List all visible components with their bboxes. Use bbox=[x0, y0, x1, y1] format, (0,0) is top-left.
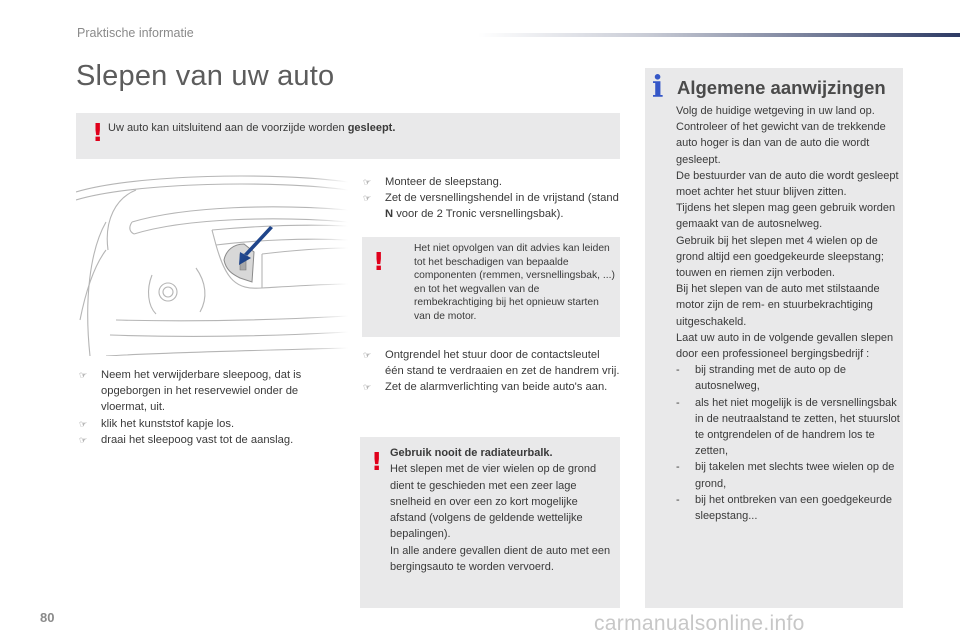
hand-pointer-icon: ☞ bbox=[79, 370, 88, 380]
dash-marker: - bbox=[676, 364, 680, 377]
bottom-warning-box bbox=[360, 437, 620, 608]
page-title: Slepen van uw auto bbox=[76, 60, 335, 92]
bottom-warning-para: Het slepen met de vier wielen op de grond dient te geschieden met een zeer lage snelheid en over een zo kort mogelijke afstand (volgens de geldende wettelijke bepalingen). bbox=[390, 463, 597, 541]
info-paragraph: Tijdens het slepen mag geen gebruik worden gemaakt van de autosnelweg. bbox=[676, 202, 896, 231]
warning-icon: ! bbox=[373, 247, 385, 276]
info-paragraph: Laat uw auto in de volgende gevallen slepen door een professioneel bergingsbedrijf : bbox=[676, 331, 894, 361]
step-text: Monteer de sleepstang. bbox=[385, 176, 502, 188]
info-list-text: bij het ontbreken van een goedgekeurde sleepstang... bbox=[695, 493, 892, 523]
list-item bbox=[363, 174, 621, 190]
list-item bbox=[363, 347, 621, 379]
list-item bbox=[79, 432, 334, 448]
top-warning-plain: Uw auto kan uitsluitend aan de voorzijde worden bbox=[108, 122, 348, 134]
list-item bbox=[363, 190, 621, 222]
step-text-post: voor de 2 Tronic versnellingsbak). bbox=[393, 208, 564, 221]
warning-icon: ! bbox=[371, 447, 383, 476]
info-paragraph: Controleer of het gewicht van de trekkende auto hoger is dan van de auto die wordt gesleept. bbox=[676, 121, 886, 166]
info-text bbox=[676, 103, 900, 524]
info-paragraph: Volg de huidige wetgeving in uw land op. bbox=[676, 105, 875, 117]
info-icon: i bbox=[652, 70, 664, 105]
info-paragraph: De bestuurder van de auto die wordt gesleept moet achter het stuur blijven zitten. bbox=[676, 169, 899, 199]
hand-pointer-icon: ☞ bbox=[79, 418, 88, 429]
bottom-warning-para: In alle andere gevallen dient de auto met een bergingsauto te worden vervoerd. bbox=[390, 544, 611, 574]
step-text-pre: Zet de versnellingshendel in de vrijstand (stand bbox=[385, 192, 619, 205]
step-text: Neem het verwijderbare sleepoog, dat is opgeborgen in het reservewiel onder de vloermat, uit. bbox=[101, 369, 302, 414]
middle-warning-text: Het niet opvolgen van dit advies kan leiden tot het beschadigen van bepaalde componenten (remmen, versnellingsbak, ...) en tot het wegvallen van de rembekrachtiging bij het opnieuw starten van de motor. bbox=[414, 243, 615, 322]
hand-pointer-icon: ☞ bbox=[363, 193, 372, 204]
top-warning-text bbox=[108, 122, 395, 134]
hand-pointer-icon: ☞ bbox=[363, 382, 372, 393]
info-list-text: bij stranding met de auto op de autosnelweg, bbox=[695, 364, 847, 393]
step-text: klik het kunststof kapje los. bbox=[101, 417, 235, 430]
list-item bbox=[363, 379, 621, 395]
top-warning-box bbox=[76, 113, 620, 159]
bottom-warning-title: Gebruik nooit de radiateurbalk. bbox=[390, 447, 553, 459]
info-list-text: als het niet mogelijk is de versnellingsbak in de neutraalstand te zetten, het stuurslot te ontgrendelen of de handrem los te zetten, bbox=[695, 396, 900, 458]
section-header: Praktische informatie bbox=[77, 26, 194, 40]
list-item bbox=[79, 367, 334, 416]
warning-icon: ! bbox=[92, 118, 104, 147]
step-text: Ontgrendel het stuur door de contactsleutel één stand te verdraaien en zet de handrem vrij. bbox=[385, 349, 620, 378]
hand-pointer-icon: ☞ bbox=[363, 350, 372, 360]
bumper-illustration bbox=[76, 170, 348, 356]
gear-position: N bbox=[385, 208, 394, 221]
dash-marker: - bbox=[676, 493, 680, 506]
header-rule bbox=[478, 33, 960, 37]
info-list-item bbox=[676, 395, 900, 460]
step-text: Zet de alarmverlichting van beide auto's aan. bbox=[385, 381, 608, 394]
middle-steps-list-1 bbox=[363, 174, 621, 223]
dash-marker: - bbox=[676, 461, 680, 474]
hand-pointer-icon: ☞ bbox=[79, 434, 88, 445]
info-paragraph: Gebruik bij het slepen met 4 wielen op de grond altijd een goedgekeurde sleepstang; touwen en riemen zijn verboden. bbox=[676, 234, 884, 280]
info-list-item bbox=[676, 492, 900, 524]
info-title: Algemene aanwijzingen bbox=[677, 77, 886, 98]
info-list-item bbox=[676, 459, 900, 491]
list-item bbox=[79, 416, 334, 432]
bottom-warning-content bbox=[390, 445, 615, 575]
top-warning-bold: gesleept. bbox=[347, 122, 396, 134]
info-list-text: bij takelen met slechts twee wielen op de grond, bbox=[695, 461, 895, 490]
middle-steps-list-2 bbox=[363, 347, 621, 396]
watermark: carmanualsonline.info bbox=[594, 612, 805, 635]
step-text: draai het sleepoog vast tot de aanslag. bbox=[101, 433, 294, 446]
info-list-item bbox=[676, 362, 900, 394]
dash-marker: - bbox=[676, 396, 680, 409]
middle-warning-box bbox=[362, 237, 620, 337]
info-paragraph: Bij het slepen van de auto met stilstaande motor zijn de rem- en stuurbekrachtiging uitgeschakeld. bbox=[676, 283, 880, 328]
left-steps-list bbox=[79, 367, 334, 448]
page-number: 80 bbox=[40, 610, 55, 625]
hand-pointer-icon: ☞ bbox=[363, 177, 372, 187]
